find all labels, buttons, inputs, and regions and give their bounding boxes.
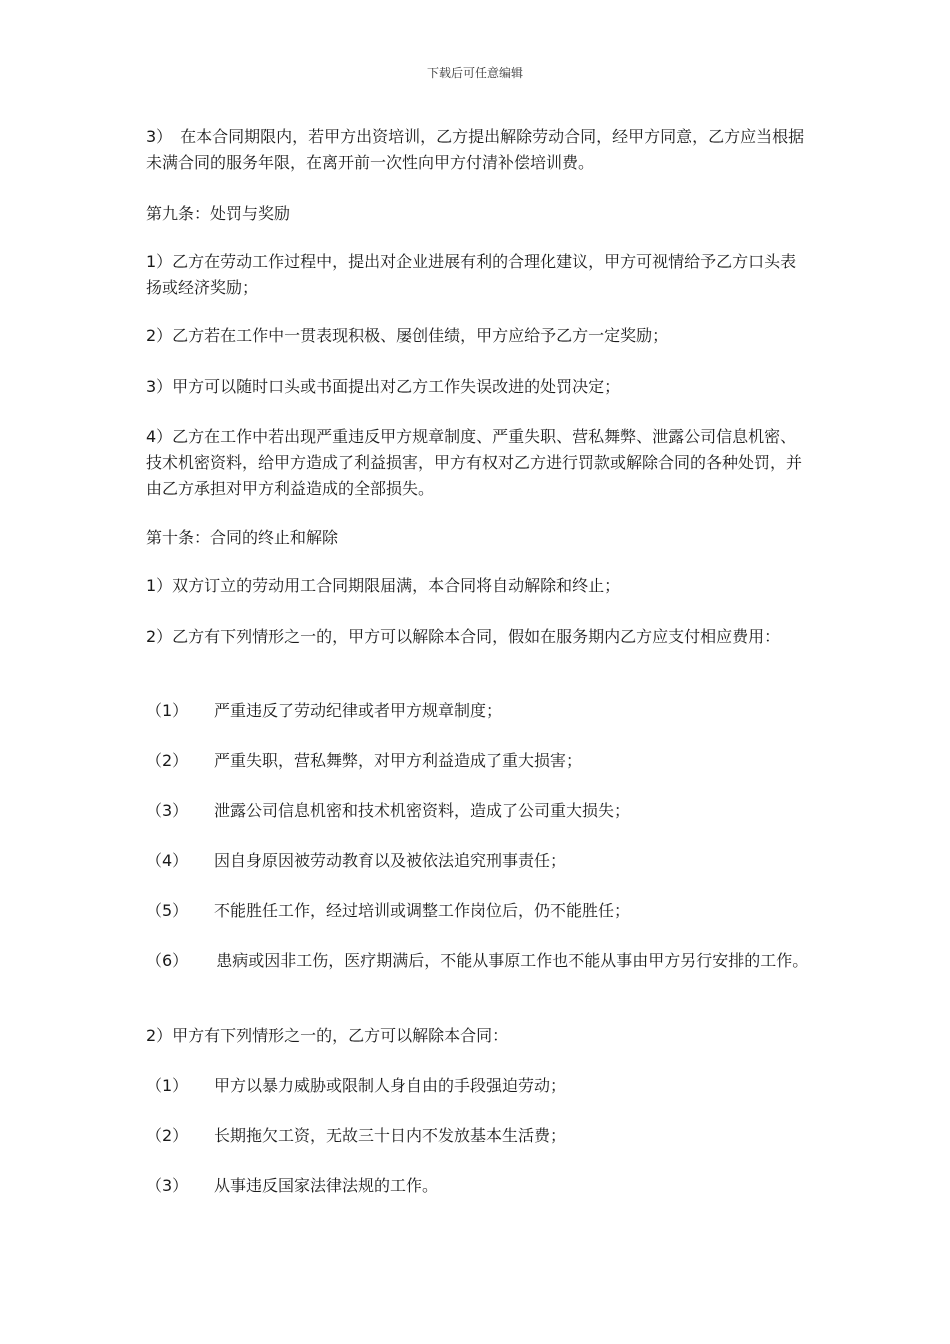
- list-item: [146, 798, 812, 824]
- list-item-number: （3）: [146, 1176, 189, 1195]
- section-heading-9: 第九条：处罚与奖励: [146, 204, 291, 223]
- paragraph-termination-2: 2）乙方有下列情形之一的，甲方可以解除本合同，假如在服务期内乙方应支付相应费用：: [146, 627, 781, 646]
- list-item: [146, 698, 812, 724]
- list-item-number: （2）: [146, 1126, 189, 1145]
- paragraph-reward-2: 2）乙方若在工作中一贯表现积极、屡创佳绩，甲方应给予乙方一定奖励；: [146, 326, 669, 345]
- page-header: 下载后可任意编辑: [426, 66, 523, 80]
- paragraph-reward-4: 4）乙方在工作中若出现严重违反甲方规章制度、严重失职、营私舞弊、泄露公司信息机密、技术机密资料，给甲方造成了利益损害，甲方有权对乙方进行罚款或解除合同的各种处罚，并由乙方承担对甲方利益造成的全部损失。: [146, 427, 803, 498]
- list-item-number: （4）: [146, 851, 189, 870]
- list-item: [146, 898, 812, 924]
- list-item-text: 长期拖欠工资，无故三十日内不发放基本生活费；: [214, 1126, 567, 1145]
- list-item: [146, 1173, 812, 1199]
- section-heading-10: 第十条：合同的终止和解除: [146, 528, 339, 547]
- list-item-number: （1）: [146, 701, 189, 720]
- list-item-text: 因自身原因被劳动教育以及被依法追究刑事责任；: [214, 851, 567, 870]
- list-item-text: 甲方以暴力威胁或限制人身自由的手段强迫劳动；: [214, 1076, 567, 1095]
- list-item-text: 从事违反国家法律法规的工作。: [214, 1176, 439, 1195]
- list-item-text: 严重违反了劳动纪律或者甲方规章制度；: [214, 701, 503, 720]
- paragraph-termination-1: 1）双方订立的劳动用工合同期限届满，本合同将自动解除和终止；: [146, 576, 621, 595]
- paragraph-reward-3: 3）甲方可以随时口头或书面提出对乙方工作失误改进的处罚决定；: [146, 377, 621, 396]
- list-item-text: 患病或因非工伤，医疗期满后，不能从事原工作也不能从事由甲方另行安排的工作。: [216, 951, 809, 970]
- paragraph-reward-1: 1）乙方在劳动工作过程中，提出对企业进展有利的合理化建议，甲方可视情给予乙方口头表扬或经济奖励；: [146, 252, 797, 297]
- paragraph-employee-termination: 2）甲方有下列情形之一的，乙方可以解除本合同：: [146, 1026, 509, 1045]
- list-item: [146, 1123, 812, 1149]
- paragraph-training-fee: 3） 在本合同期限内，若甲方出资培训，乙方提出解除劳动合同，经甲方同意，乙方应当根据未满合同的服务年限，在离开前一次性向甲方付清补偿培训费。: [146, 127, 805, 172]
- list-item-text: 严重失职，营私舞弊，对甲方利益造成了重大损害；: [214, 751, 583, 770]
- list-item-number: （6）: [146, 951, 189, 970]
- list-item-text: 不能胜任工作，经过培训或调整工作岗位后，仍不能胜任；: [214, 901, 631, 920]
- list-item-text: 泄露公司信息机密和技术机密资料，造成了公司重大损失；: [214, 801, 631, 820]
- list-item: [146, 748, 812, 774]
- list-item: [146, 1073, 812, 1099]
- list-item-number: （2）: [146, 751, 189, 770]
- list-item: [146, 848, 812, 874]
- list-item: [146, 948, 812, 974]
- list-item-number: （5）: [146, 901, 189, 920]
- list-item-number: （1）: [146, 1076, 189, 1095]
- list-item-number: （3）: [146, 801, 189, 820]
